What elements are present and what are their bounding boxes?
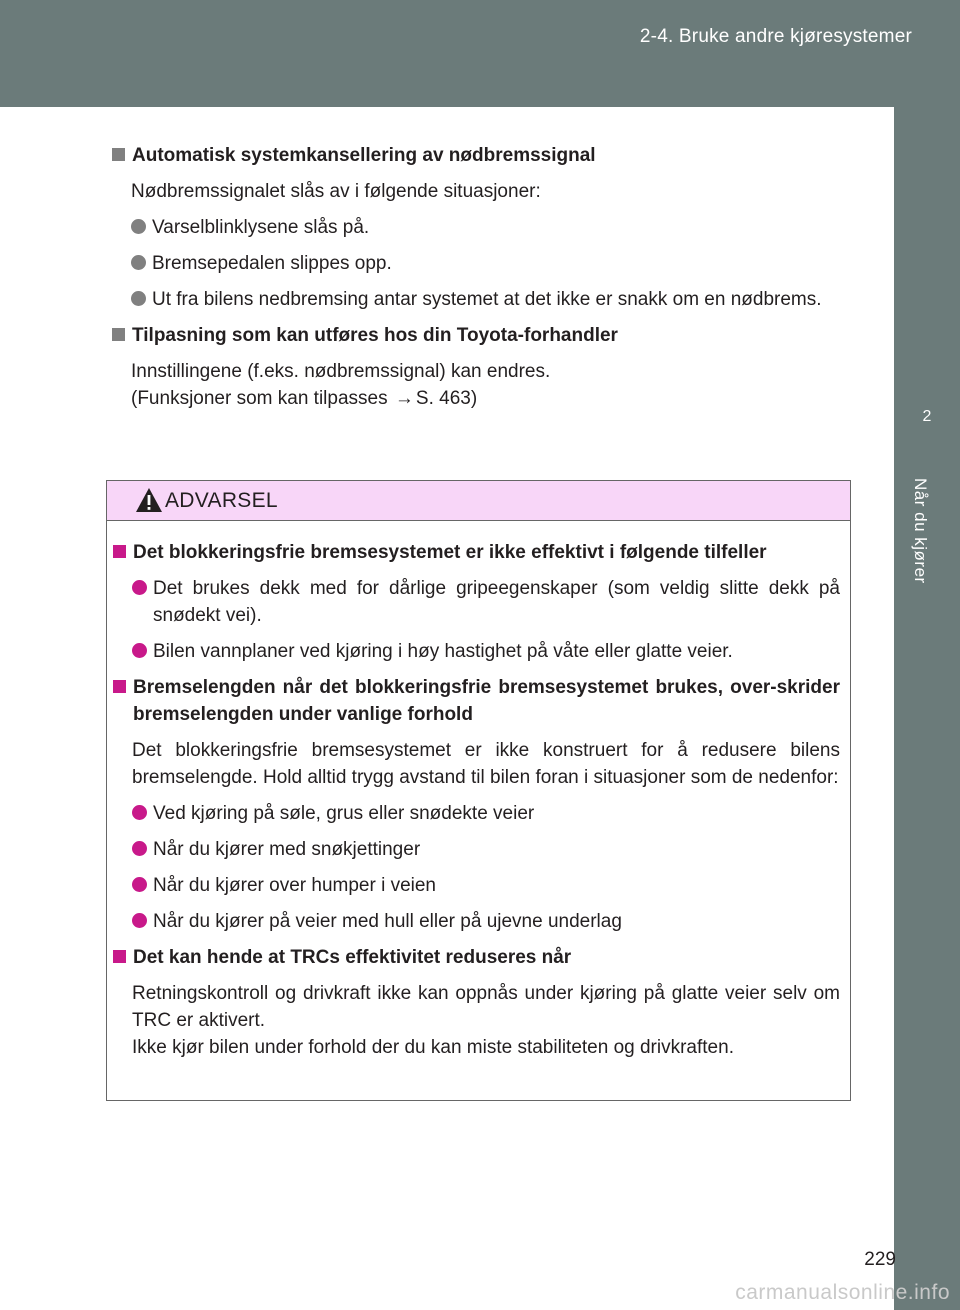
list-item: Ut fra bilens nedbremsing antar systemet at det ikke er snakk om en nødbrems. xyxy=(112,286,832,313)
round-bullet-icon xyxy=(132,913,147,928)
side-tab-label: Når du kjører xyxy=(911,478,930,584)
arrow-right-icon: → xyxy=(394,388,414,409)
square-bullet-icon xyxy=(112,148,125,161)
square-bullet-icon xyxy=(113,680,126,693)
round-bullet-icon xyxy=(132,841,147,856)
section-text: Innstillingene (f.eks. nødbremssignal) kan endres. xyxy=(131,361,551,382)
warning-section-intro: Det blokkeringsfrie bremsesystemet er ikke konstruert for å redusere bilens bremselengde. Hold alltid trygg avstand til bilen foran i situasjoner som de nedenfor: xyxy=(132,740,840,788)
section-intro: Nødbremssignalet slås av i følgende situasjoner: xyxy=(131,181,541,202)
list-item: Varselblinklysene slås på. xyxy=(112,214,832,241)
chapter-title: 2-4. Bruke andre kjøresystemer xyxy=(639,26,912,47)
warning-title: ADVARSEL xyxy=(165,489,278,512)
warning-section-text: Retningskontroll og drivkraft ikke kan oppnås under kjøring på glatte veier selv om TRC er aktivert. xyxy=(132,983,840,1031)
side-tab-top xyxy=(894,107,960,372)
main-content xyxy=(112,142,832,421)
warning-section-heading: Det kan hende at TRCs effektivitet reduseres når xyxy=(113,944,840,971)
header-bar xyxy=(0,0,960,107)
square-bullet-icon xyxy=(113,545,126,558)
round-bullet-icon xyxy=(131,291,146,306)
page-number: 229 xyxy=(864,1249,896,1270)
warning-section-heading: Det blokkeringsfrie bremsesystemet er ikke effektivt i følgende tilfeller xyxy=(113,539,840,566)
list-item: Når du kjører med snøkjettinger xyxy=(113,836,840,863)
watermark: carmanualsonline.info xyxy=(735,1281,950,1304)
list-item: Bilen vannplaner ved kjøring i høy hastighet på våte eller glatte veier. xyxy=(113,638,840,665)
side-tab-label-bg xyxy=(894,466,960,1310)
square-bullet-icon xyxy=(112,328,125,341)
warning-section-heading: Bremselengden når det blokkeringsfrie bremsesystemet brukes, over-skrider bremselengden under vanlige forhold xyxy=(113,674,840,728)
warning-body xyxy=(107,521,850,1061)
section-heading: Tilpasning som kan utføres hos din Toyota-forhandler xyxy=(112,322,832,349)
warning-section-text: Ikke kjør bilen under forhold der du kan miste stabiliteten og drivkraften. xyxy=(132,1037,734,1058)
side-tab-number: 2 xyxy=(894,372,960,466)
list-item: Ved kjøring på søle, grus eller snødekte veier xyxy=(113,800,840,827)
round-bullet-icon xyxy=(131,255,146,270)
round-bullet-icon xyxy=(132,643,147,658)
round-bullet-icon xyxy=(132,877,147,892)
section-heading: Automatisk systemkansellering av nødbremssignal xyxy=(112,142,832,169)
list-item: Det brukes dekk med for dårlige gripeegenskaper (som veldig slitte dekk på snødekt vei). xyxy=(113,575,840,629)
square-bullet-icon xyxy=(113,950,126,963)
list-item: Bremsepedalen slippes opp. xyxy=(112,250,832,277)
list-item: Når du kjører over humper i veien xyxy=(113,872,840,899)
round-bullet-icon xyxy=(132,805,147,820)
round-bullet-icon xyxy=(131,219,146,234)
warning-box xyxy=(106,480,851,1101)
round-bullet-icon xyxy=(132,580,147,595)
warning-triangle-icon xyxy=(135,487,163,513)
list-item: Når du kjører på veier med hull eller på ujevne underlag xyxy=(113,908,840,935)
warning-header xyxy=(107,481,850,521)
page-reference: (Funksjoner som kan tilpasses → S. 463) xyxy=(112,385,832,412)
